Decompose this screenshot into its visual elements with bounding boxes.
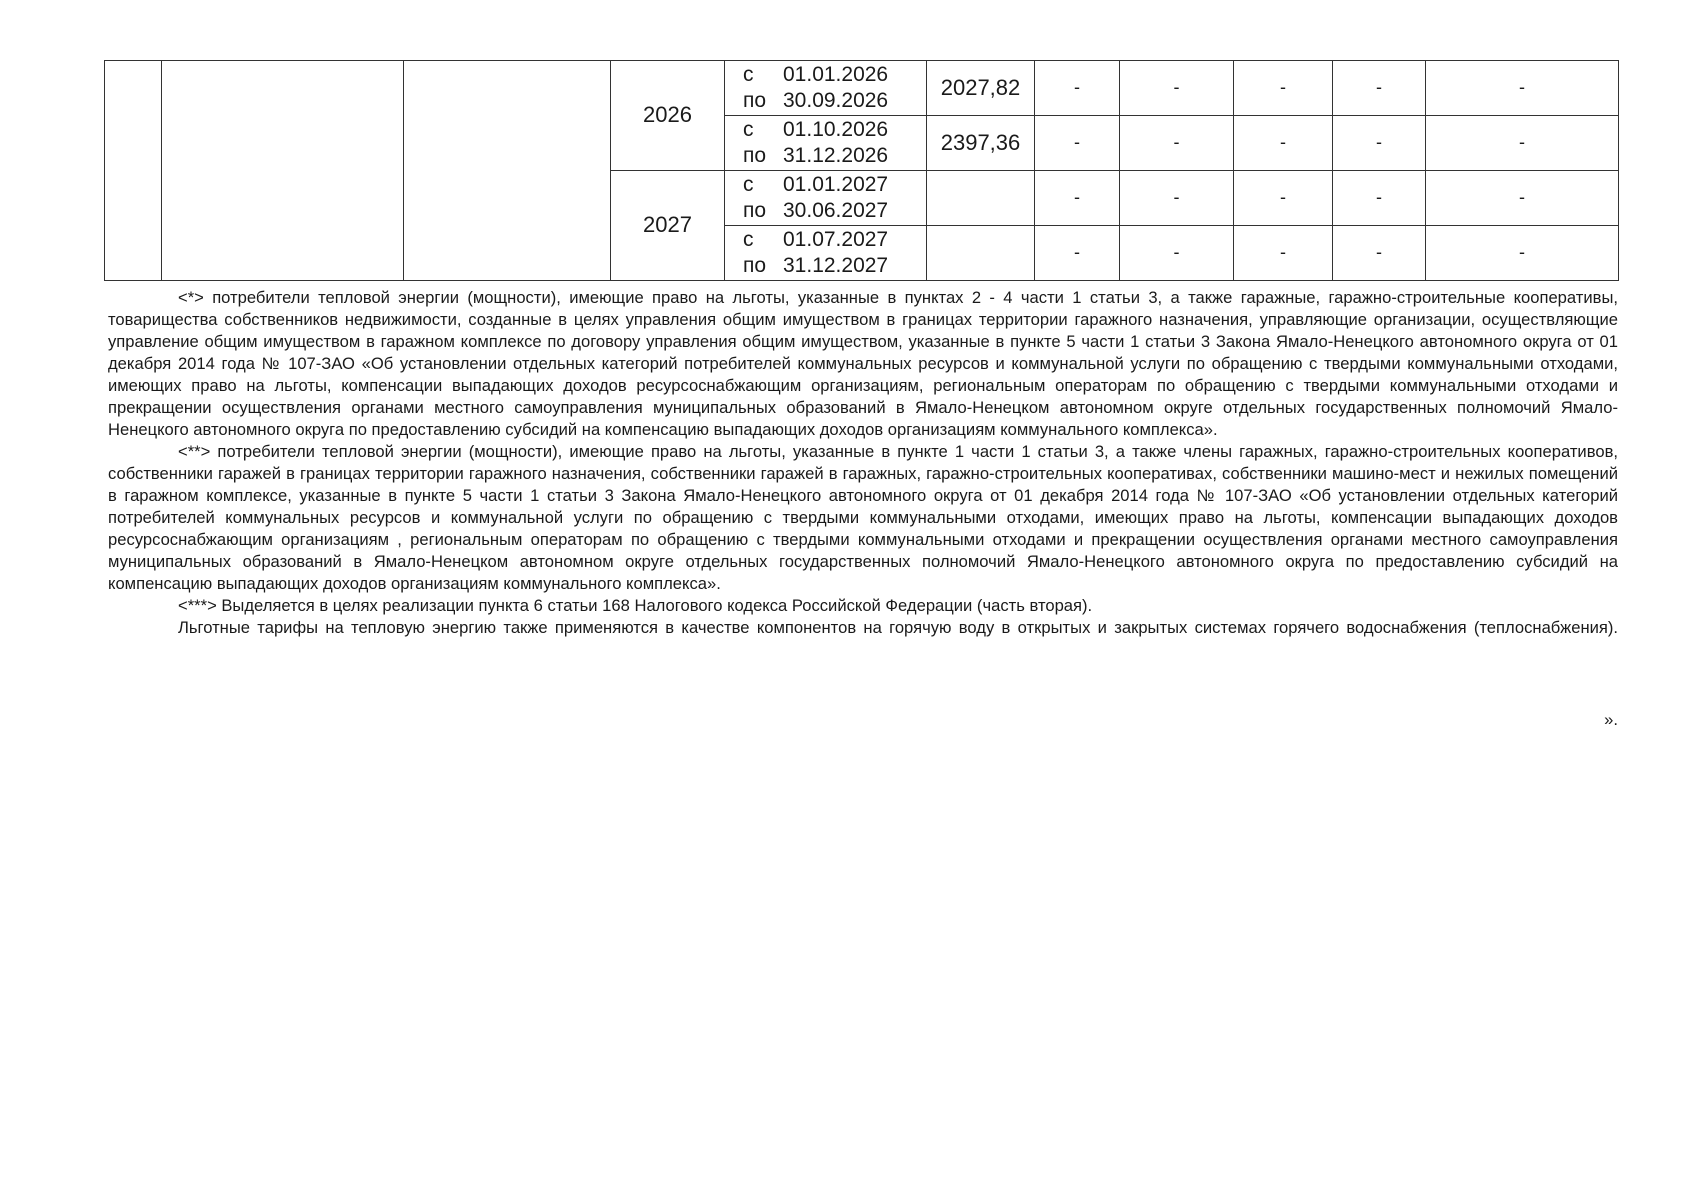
period-from: 01.10.2026 [783, 118, 889, 142]
dash-cell: - [1035, 171, 1120, 226]
closing-quote: ». [1604, 710, 1618, 729]
dash-cell: - [1333, 226, 1426, 281]
tariff-value-cell: 2027,82 [927, 61, 1035, 116]
period-cell [725, 226, 927, 281]
tariff-value-cell: 2397,36 [927, 116, 1035, 171]
empty-cell-col2 [162, 61, 404, 281]
period-to: 30.09.2026 [783, 89, 889, 112]
period-cell [725, 116, 927, 171]
dash-cell: - [1120, 116, 1234, 171]
dash-cell: - [1333, 61, 1426, 116]
tariff-value-cell [927, 226, 1035, 281]
dash-cell: - [1234, 116, 1333, 171]
period-prefix-to: по [743, 144, 767, 167]
period-from: 01.07.2027 [783, 228, 889, 252]
footnotes [108, 287, 1618, 639]
period-prefix-from: с [743, 228, 754, 252]
period-prefix-from: с [743, 118, 754, 142]
dash-cell: - [1120, 61, 1234, 116]
dash-cell: - [1234, 171, 1333, 226]
period-from: 01.01.2027 [783, 173, 889, 197]
dash-cell: - [1035, 226, 1120, 281]
period-prefix-to: по [743, 89, 767, 112]
dash-cell: - [1120, 171, 1234, 226]
dash-cell: - [1426, 61, 1619, 116]
dash-cell: - [1426, 171, 1619, 226]
period-to: 31.12.2027 [783, 254, 889, 277]
table-row [105, 61, 1619, 116]
dash-cell: - [1426, 116, 1619, 171]
period-prefix-to: по [743, 254, 767, 277]
period-cell [725, 61, 927, 116]
empty-cell-col1 [105, 61, 162, 281]
footnote-single-star: <*> потребители тепловой энергии (мощности), имеющие право на льготы, указанные в пунктах 2 - 4 части 1 статьи 3, а также гаражные, гаражно-строительные кооперативы, товарищества собственников недвижимости, созданные в целях управления общим имуществом в границах территории гаражного назначения, управляющие организации, осуществляющие управление общим имуществом в гаражном комплексе по договору управления общим имуществом, указанные в пункте 5 части 1 статьи 3 Закона Ямало-Ненецкого автономного округа от 01 декабря 2014 года № 107-ЗАО «Об установлении отдельных категорий потребителей коммунальных ресурсов и коммунальной услуги по обращению с твердыми коммунальными отходами, имеющих право на льготы, компенсации выпадающих доходов ресурсоснабжающим организациям, региональным операторам по обращению с твердыми коммунальными отходами и прекращении осуществления органами местного самоуправления муниципальных образований в Ямало-Ненецком автономном округе отдельных государственных полномочий Ямало-Ненецкого автономного округа по предоставлению субсидий на компенсацию выпадающих доходов организациям коммунального комплекса». [108, 288, 1618, 439]
footnote-triple-star: <***> Выделяется в целях реализации пункта 6 статьи 168 Налогового кодекса Российской Федерации (часть вторая). [178, 596, 1093, 615]
period-from: 01.01.2026 [783, 63, 889, 87]
tariff-table [104, 60, 1619, 281]
period-to: 31.12.2026 [783, 144, 889, 167]
year-cell: 2026 [611, 61, 725, 171]
empty-cell-col3 [404, 61, 611, 281]
period-prefix-from: с [743, 63, 754, 87]
dash-cell: - [1333, 171, 1426, 226]
period-cell [725, 171, 927, 226]
dash-cell: - [1333, 116, 1426, 171]
dash-cell: - [1120, 226, 1234, 281]
dash-cell: - [1234, 61, 1333, 116]
footnote-double-star: <**> потребители тепловой энергии (мощности), имеющие право на льготы, указанные в пункте 1 части 1 статьи 3, а также члены гаражных, гаражно-строительных кооперативов, собственники гаражей в границах территории гаражного назначения, собственники гаражей в гаражных, гаражно-строительных кооперативах, собственники машино-мест и нежилых помещений в гаражном комплексе, указанные в пункте 5 части 1 статьи 3 Закона Ямало-Ненецкого автономного округа от 01 декабря 2014 года № 107-ЗАО «Об установлении отдельных категорий потребителей коммунальных ресурсов и коммунальной услуги по обращению с твердыми коммунальными отходами, имеющих право на льготы, компенсации выпадающих доходов ресурсоснабжающим организациям , региональным операторам по обращению с твердыми коммунальными отходами и прекращении осуществления органами местного самоуправления муниципальных образований в Ямало-Ненецком автономном округе отдельных государственных полномочий Ямало-Ненецкого автономного округа по предоставлению субсидий на компенсацию выпадающих доходов организациям коммунального комплекса». [108, 442, 1618, 593]
dash-cell: - [1035, 116, 1120, 171]
period-prefix-to: по [743, 199, 767, 222]
period-prefix-from: с [743, 173, 754, 197]
period-to: 30.06.2027 [783, 199, 889, 222]
footnote-preferential-tariffs: Льготные тарифы на тепловую энергию также применяются в качестве компонентов на горячую воду в открытых и закрытых системах горячего водоснабжения (теплоснабжения). [178, 618, 1618, 637]
dash-cell: - [1426, 226, 1619, 281]
dash-cell: - [1035, 61, 1120, 116]
dash-cell: - [1234, 226, 1333, 281]
tariff-value-cell [927, 171, 1035, 226]
year-cell: 2027 [611, 171, 725, 281]
